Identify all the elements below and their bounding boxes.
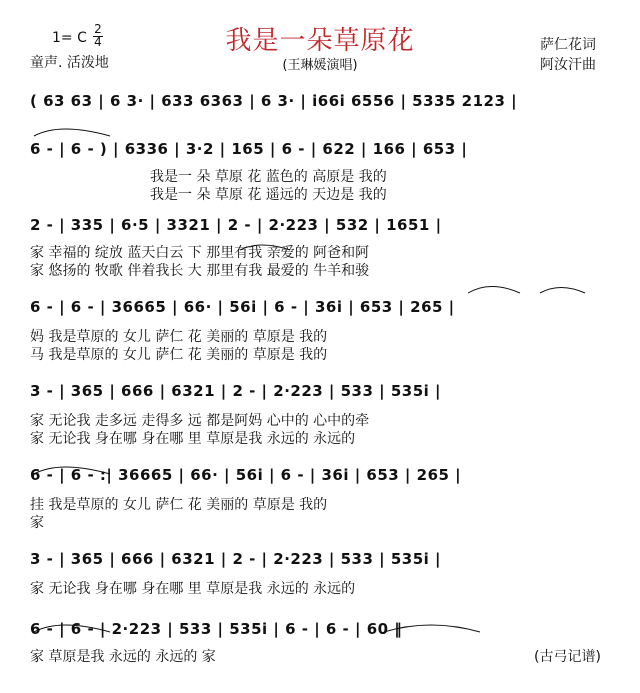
- notation-row-3: 2 - | 335 | 6·5 | 3321 | 2 - | 2·223 | 532 | 1651 |: [30, 216, 442, 234]
- lyric-row-2-verse-2: 我是一 朵 草原 花 遥远的 天边是 我的: [150, 187, 387, 203]
- lyric-row-3-verse-1: 家 幸福的 绽放 蓝天白云 下 那里有我 亲爱的 阿爸和阿: [30, 245, 370, 261]
- song-title: 我是一朵草原花: [225, 26, 415, 56]
- lyric-row-3-verse-2: 家 悠扬的 牧歌 伴着我长 大 那里有我 最爱的 牛羊和骏: [30, 263, 370, 279]
- lyric-row-4-verse-2: 马 我是草原的 女儿 萨仁 花 美丽的 草原是 我的: [30, 347, 328, 363]
- lyric-row-6-verse-2: 家: [30, 515, 44, 531]
- lyric-row-5-verse-2: 家 无论我 身在哪 身在哪 里 草原是我 永远的 永远的: [30, 431, 356, 447]
- transcriber-credit: (古弓记谱): [534, 649, 601, 665]
- lyric-row-6-verse-1: 挂 我是草原的 女儿 萨仁 花 美丽的 草原是 我的: [30, 497, 328, 513]
- time-signature-bottom: 4: [94, 35, 102, 49]
- notation-row-8: 6 - | 6 - | 2·223 | 533 | 535i | 6 - | 6 - | 60 ‖: [30, 620, 403, 638]
- lyric-row-8: 家 草原是我 永远的 永远的 家: [30, 649, 216, 665]
- notation-row-2: 6 - | 6 - ) | 6336 | 3·2 | 165 | 6 - | 622 | 166 | 653 |: [30, 140, 468, 158]
- key-signature: 1= C: [52, 30, 87, 46]
- performer-note: (王琳媛演唱): [282, 58, 358, 73]
- notation-row-5: 3 - | 365 | 666 | 6321 | 2 - | 2·223 | 533 | 535i |: [30, 382, 442, 400]
- lyric-row-4-verse-1: 妈 我是草原的 女儿 萨仁 花 美丽的 草原是 我的: [30, 329, 328, 345]
- notation-row-1: ( 63 63 | 6 3· | 633 6363 | 6 3· | i66i 6556 | 5335 2123 |: [30, 92, 518, 110]
- lyric-row-5-verse-1: 家 无论我 走多远 走得多 远 都是阿妈 心中的 心中的牵: [30, 413, 370, 429]
- notation-row-7: 3 - | 365 | 666 | 6321 | 2 - | 2·223 | 533 | 535i |: [30, 550, 442, 568]
- composer-credit: 阿汝汗曲: [540, 57, 596, 73]
- time-signature-top: 2: [94, 22, 102, 36]
- notation-row-4: 6 - | 6 - | 36665 | 66· | 56i | 6 - | 36i | 653 | 265 |: [30, 298, 455, 316]
- tempo-marking: 童声. 活泼地: [30, 55, 109, 71]
- lyric-row-2-verse-1: 我是一 朵 草原 花 蓝色的 高原是 我的: [150, 169, 387, 185]
- lyric-row-7: 家 无论我 身在哪 身在哪 里 草原是我 永远的 永远的: [30, 581, 356, 597]
- lyricist-credit: 萨仁花词: [540, 37, 596, 53]
- notation-row-6: 6 - | 6 - :| 36665 | 66· | 56i | 6 - | 36i | 653 | 265 |: [30, 466, 462, 484]
